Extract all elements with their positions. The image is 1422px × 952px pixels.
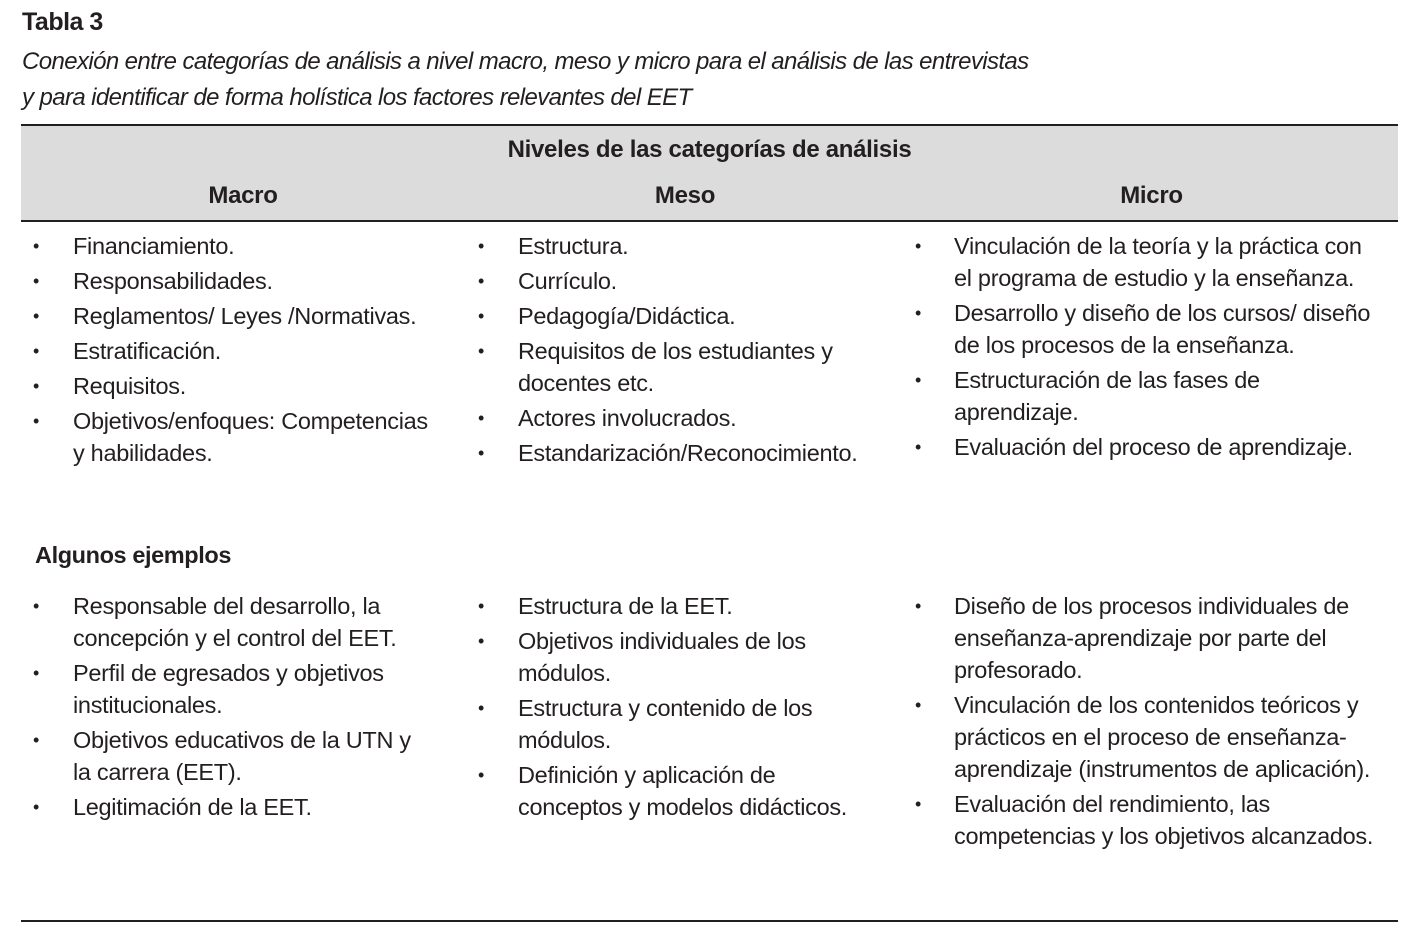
item-text: Requisitos de los estudiantes y docentes etc. <box>518 338 833 396</box>
bullet-icon: • <box>33 306 40 326</box>
meso-example-item <box>465 692 885 756</box>
meso-category-item <box>465 230 905 262</box>
item-text: Evaluación del proceso de aprendizaje. <box>954 434 1353 460</box>
macro-examples-cell <box>21 590 465 826</box>
bullet-icon: • <box>478 306 485 326</box>
meso-category-item <box>465 300 905 332</box>
item-text: Financiamiento. <box>73 233 235 259</box>
item-text: Vinculación de la teoría y la práctica con el programa de estudio y la enseñanza. <box>954 233 1362 291</box>
meso-example-item <box>465 590 885 622</box>
table-caption <box>22 44 1322 116</box>
bullet-icon: • <box>478 698 485 718</box>
bullet-icon: • <box>478 443 485 463</box>
bullet-icon: • <box>33 663 40 683</box>
bullet-icon: • <box>915 370 922 390</box>
bullet-icon: • <box>478 631 485 651</box>
macro-categories-cell <box>21 230 465 472</box>
group-header: Niveles de las categorías de análisis <box>507 136 912 163</box>
item-text: Objetivos individuales de los módulos. <box>518 628 806 686</box>
item-text: Requisitos. <box>73 373 186 399</box>
item-text: Responsabilidades. <box>73 268 273 294</box>
bullet-icon: • <box>478 596 485 616</box>
macro-category-item <box>21 405 441 469</box>
caption-line: Conexión entre categorías de análisis a nivel macro, meso y micro para el análisis de las entrevistas <box>22 48 1029 75</box>
column-header-macro: Macro <box>208 182 278 209</box>
bullet-icon: • <box>33 271 40 291</box>
bullet-icon: • <box>478 236 485 256</box>
item-text: Desarrollo y diseño de los cursos/ diseño de los procesos de la enseñanza. <box>954 300 1371 358</box>
analysis-levels-table <box>21 124 1398 849</box>
item-text: Perfil de egresados y objetivos institucionales. <box>73 660 384 718</box>
item-text: Pedagogía/Didáctica. <box>518 303 736 329</box>
bullet-icon: • <box>915 437 922 457</box>
macro-example-item <box>21 590 416 654</box>
table-header <box>21 124 1398 222</box>
item-text: Vinculación de los contenidos teóricos y prácticos en el proceso de enseñanza-aprendizaje (instrumentos de aplicación). <box>954 692 1371 782</box>
item-text: Legitimación de la EET. <box>73 794 312 820</box>
meso-category-item <box>465 335 905 399</box>
bullet-icon: • <box>478 341 485 361</box>
macro-category-item <box>21 370 441 402</box>
bullet-icon: • <box>33 797 40 817</box>
item-text: Estructuración de las fases de aprendizaje. <box>954 367 1260 425</box>
bullet-icon: • <box>915 794 922 814</box>
bullet-icon: • <box>478 765 485 785</box>
macro-category-item <box>21 265 441 297</box>
bullet-icon: • <box>33 376 40 396</box>
item-text: Diseño de los procesos individuales de enseñanza-aprendizaje por parte del profesorado. <box>954 593 1349 683</box>
micro-example-item <box>905 590 1380 686</box>
caption-line: y para identificar de forma holística los factores relevantes del EET <box>22 84 692 111</box>
meso-category-item <box>465 437 905 469</box>
meso-category-item <box>465 402 905 434</box>
micro-category-item <box>905 297 1375 361</box>
meso-category-item <box>465 265 905 297</box>
micro-example-item <box>905 788 1380 852</box>
macro-category-item <box>21 300 441 332</box>
micro-category-item <box>905 230 1375 294</box>
micro-examples-cell <box>905 590 1398 855</box>
meso-examples-cell <box>465 590 905 826</box>
meso-categories-cell <box>465 230 905 472</box>
item-text: Estructura de la EET. <box>518 593 733 619</box>
bullet-icon: • <box>33 236 40 256</box>
examples-heading: Algunos ejemplos <box>35 542 231 568</box>
meso-example-item <box>465 759 885 823</box>
item-text: Objetivos educativos de la UTN y la carrera (EET). <box>73 727 411 785</box>
item-text: Objetivos/enfoques: Competencias y habilidades. <box>73 408 428 466</box>
table-label: Tabla 3 <box>22 8 103 36</box>
micro-category-item <box>905 431 1375 463</box>
item-text: Estandarización/Reconocimiento. <box>518 440 858 466</box>
macro-example-item <box>21 657 416 721</box>
macro-category-item <box>21 335 441 367</box>
item-text: Estructura y contenido de los módulos. <box>518 695 813 753</box>
bullet-icon: • <box>478 408 485 428</box>
macro-category-item <box>21 230 441 262</box>
item-text: Currículo. <box>518 268 617 294</box>
bullet-icon: • <box>915 303 922 323</box>
bullet-icon: • <box>33 341 40 361</box>
item-text: Actores involucrados. <box>518 405 737 431</box>
bullet-icon: • <box>915 236 922 256</box>
micro-categories-cell <box>905 230 1398 466</box>
item-text: Reglamentos/ Leyes /Normativas. <box>73 303 417 329</box>
bullet-icon: • <box>33 730 40 750</box>
bullet-icon: • <box>478 271 485 291</box>
column-header-micro: Micro <box>1120 182 1183 209</box>
bullet-icon: • <box>915 596 922 616</box>
micro-example-item <box>905 689 1380 785</box>
item-text: Evaluación del rendimiento, las competencias y los objetivos alcanzados. <box>954 791 1374 849</box>
column-header-meso: Meso <box>654 182 716 209</box>
bullet-icon: • <box>33 411 40 431</box>
micro-category-item <box>905 364 1375 428</box>
macro-example-item <box>21 724 416 788</box>
item-text: Estratificación. <box>73 338 222 364</box>
meso-example-item <box>465 625 885 689</box>
item-text: Definición y aplicación de conceptos y modelos didácticos. <box>518 762 848 820</box>
item-text: Responsable del desarrollo, la concepción y el control del EET. <box>73 593 397 651</box>
item-text: Estructura. <box>518 233 629 259</box>
bullet-icon: • <box>33 596 40 616</box>
table-bottom-rule <box>21 920 1398 922</box>
macro-example-item <box>21 791 416 823</box>
bullet-icon: • <box>915 695 922 715</box>
